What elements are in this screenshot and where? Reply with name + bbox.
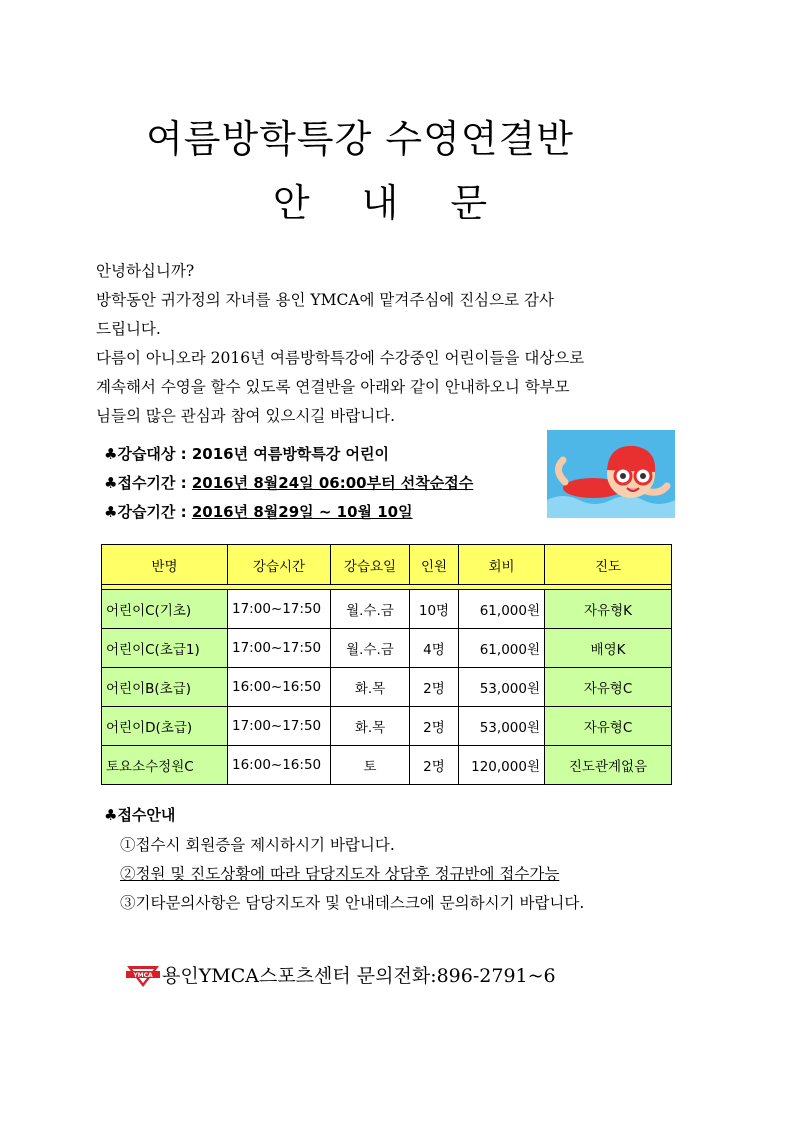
cell-time: 17:00~17:50 [228, 629, 331, 668]
cell-fee: 61,000원 [459, 629, 545, 668]
cell-class: 토요소수정원C [102, 746, 228, 785]
cell-class: 어린이D(초급) [102, 707, 228, 746]
swimmer-illustration [547, 430, 675, 518]
col-header: 진도 [545, 545, 672, 585]
cell-capacity: 10명 [410, 590, 459, 629]
table-row [102, 746, 672, 785]
cell-level: 자유형C [545, 707, 672, 746]
cell-level: 진도관계없음 [545, 746, 672, 785]
cell-capacity: 2명 [410, 746, 459, 785]
intro-line: 안녕하십니까? [96, 262, 195, 280]
cell-days: 화.목 [331, 668, 410, 707]
table-row [102, 668, 672, 707]
cell-fee: 61,000원 [459, 590, 545, 629]
col-header: 인원 [410, 545, 459, 585]
info-separator: : [175, 503, 192, 521]
col-header: 회비 [459, 545, 545, 585]
title-line2: 안 내 문 [272, 181, 488, 225]
intro-line: 다름이 아니오라 2016년 여름방학특강에 수강중인 어린이들을 대상으로 [96, 349, 585, 367]
cell-fee: 53,000원 [459, 668, 545, 707]
cell-days: 화.목 [331, 707, 410, 746]
notice-item: ①접수시 회원증을 제시하시기 바랍니다. [120, 836, 395, 854]
info-target-value: 2016년 여름방학특강 어린이 [191, 445, 389, 463]
cell-days: 토 [331, 746, 410, 785]
info-target [104, 440, 473, 469]
table-row [102, 629, 672, 668]
cell-level: 자유형K [545, 590, 672, 629]
cell-fee: 53,000원 [459, 707, 545, 746]
intro-line: 계속해서 수영을 할수 있도록 연결반을 아래와 같이 안내하오니 학부모 [96, 378, 570, 396]
cell-time: 16:00~16:50 [228, 668, 331, 707]
cell-level: 자유형C [545, 668, 672, 707]
table-row [102, 590, 672, 629]
cell-class: 어린이C(기초) [102, 590, 228, 629]
cell-capacity: 2명 [410, 668, 459, 707]
intro-line: 님들의 많은 관심과 참여 있으시길 바랍니다. [96, 407, 396, 425]
footer-text: 용인YMCA스포츠센터 문의전화:896-2791~6 [162, 965, 556, 987]
cell-days: 월.수.금 [331, 629, 410, 668]
footer-contact [126, 961, 556, 988]
cell-class: 어린이B(초급) [102, 668, 228, 707]
cell-level: 배영K [545, 629, 672, 668]
col-header: 강습시간 [228, 545, 331, 585]
class-info [104, 440, 473, 527]
cell-capacity: 2명 [410, 707, 459, 746]
notice-list [120, 831, 584, 918]
col-header: 강습요일 [331, 545, 410, 585]
info-target-label: 강습대상 [117, 445, 176, 463]
notice-item: ②정원 및 진도상황에 따라 담당지도자 상담후 정규반에 접수가능 [120, 865, 560, 883]
cell-time: 16:00~16:50 [228, 746, 331, 785]
col-header: 반명 [102, 545, 228, 585]
notice-item: ③기타문의사항은 담당지도자 및 안내데스크에 문의하시기 바랍니다. [120, 894, 585, 912]
info-period [104, 498, 473, 527]
info-reception-label: 접수기간 [117, 474, 176, 492]
cell-fee: 120,000원 [459, 746, 545, 785]
title-line1: 여름방학특강 수영연결반 [146, 117, 574, 161]
info-reception-value: 2016년 8월24일 06:00부터 선착순접수 [191, 474, 474, 492]
logo-text: YMCA [133, 972, 153, 979]
info-period-value: 2016년 8월29일 ~ 10월 10일 [191, 503, 413, 521]
intro-line: 드립니다. [96, 320, 161, 338]
table-row [102, 707, 672, 746]
info-period-label: 강습기간 [117, 503, 176, 521]
intro-paragraph [96, 257, 696, 431]
club-icon: ♣ [104, 474, 118, 492]
info-reception [104, 469, 473, 498]
cell-capacity: 4명 [410, 629, 459, 668]
cell-days: 월.수.금 [331, 590, 410, 629]
notice-heading: ♣접수안내 [104, 806, 176, 824]
intro-line: 방학동안 귀가정의 자녀를 용인 YMCA에 맡겨주심에 진심으로 감사 [96, 291, 554, 309]
info-separator: : [175, 445, 192, 463]
cell-class: 어린이C(초급1) [102, 629, 228, 668]
info-separator: : [175, 474, 192, 492]
schedule-table [101, 544, 672, 785]
table-header-row [102, 545, 672, 585]
cell-time: 17:00~17:50 [228, 590, 331, 629]
club-icon: ♣ [104, 445, 118, 463]
club-icon: ♣ [104, 503, 118, 521]
cell-time: 17:00~17:50 [228, 707, 331, 746]
